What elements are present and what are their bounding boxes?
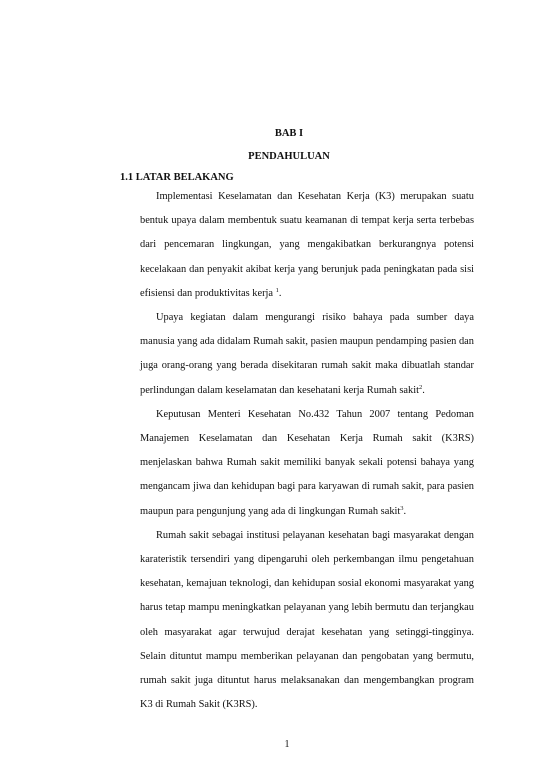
page-number: 1 [284, 739, 290, 750]
footnote-ref: 2 [419, 383, 423, 391]
paragraph [140, 403, 474, 524]
paragraph [140, 306, 474, 403]
paragraph-text: Upaya kegiatan dalam mengurangi risiko bahaya pada sumber daya manusia yang ada didalam Rumah sakit, pasien maupun pendamping pasien dan juga orang-orang yang berada disekitaran rumah sakit maka dibuatlah standar perlindungan dalam keselamatan dan kesehatani kerja Rumah sakit [140, 312, 474, 396]
paragraph-text: Implementasi Keselamatan dan Kesehatan Kerja (K3) merupakan suatu bentuk upaya dalam membentuk suatu keamanan di tempat kerja serta terbebas dari pencemaran lingkungan, yang mengakibatkan berkurangnya potensi kecelakaan dan penyakit akibat kerja yang berunjuk pada peningkatan pada sisi efisiensi dan produktivitas kerja [140, 191, 474, 299]
section-heading: 1.1 LATAR BELAKANG [120, 172, 234, 183]
paragraph-text: Keputusan Menteri Kesehatan No.432 Tahun 2007 tentang Pedoman Manajemen Keselamatan dan Kesehatan Kerja Rumah sakit (K3RS) menjelaskan bahwa Rumah sakit memiliki banyak sekali potensi bahaya yang mengancam jiwa dan kehidupan bagi para karyawan di rumah sakit, para pasien maupun para pengunjung yang ada di lingkungan Rumah sakit [140, 408, 474, 517]
paragraph [140, 524, 474, 718]
footnote-ref: 3 [400, 504, 404, 512]
paragraph-text: Rumah sakit sebagai institusi pelayanan kesehatan bagi masyarakat dengan karateristik tersendiri yang dipengaruhi oleh perkembangan ilmu pengetahuan kesehatan, kemajuan teknologi, dan kehidupan sosial ekonomi masyarakat yang harus tetap mampu meningkatkan pelayanan yang lebih bermutu dan terjangkau oleh masyarakat agar terwujud derajat kesehatan yang setinggi-tingginya. Selain dituntut mampu memberikan pelayanan dan pengobatan yang bermutu, rumah sakit juga dituntut harus melaksanakan dan mengembangkan program K3 di Rumah Sakit (K3RS). [140, 529, 474, 711]
paragraph-tail: . [403, 505, 407, 517]
footnote-ref: 1 [275, 286, 279, 294]
chapter-subtitle: PENDAHULUAN [248, 151, 330, 162]
body-text [140, 185, 474, 717]
paragraph [140, 185, 474, 306]
paragraph-tail: . [422, 384, 425, 396]
chapter-title: BAB I [274, 128, 304, 139]
paragraph-tail: . [278, 287, 282, 299]
